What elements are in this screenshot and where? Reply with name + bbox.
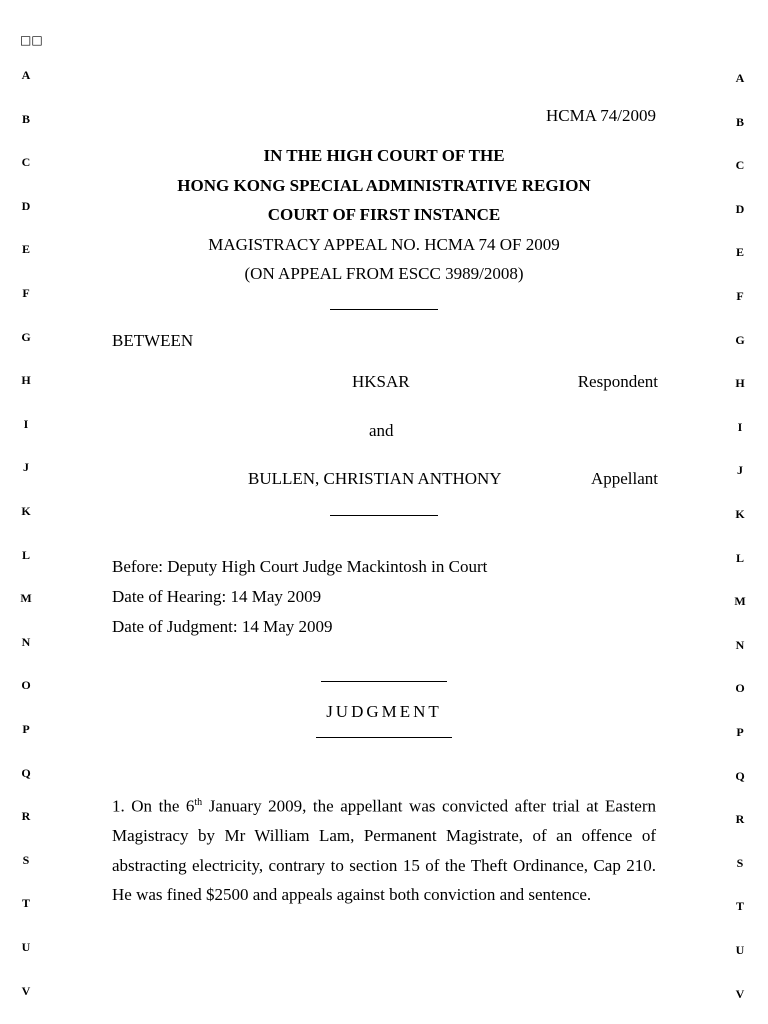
margin-letter-right: Q [735, 768, 745, 783]
margin-letter-left: D [21, 198, 31, 213]
margin-letter-left: U [21, 940, 31, 954]
between-label: BETWEEN [112, 331, 194, 350]
case-number: HCMA 74/2009 [545, 106, 656, 125]
margin-letter-right: D [735, 201, 745, 216]
and-label: and [369, 421, 394, 440]
court-title-line3: COURT OF FIRST INSTANCE [267, 205, 501, 224]
margin-letter-left: S [22, 852, 30, 867]
margin-letter-right: F [736, 289, 744, 303]
margin-letter-right: I [737, 419, 743, 434]
margin-letter-right: V [735, 986, 745, 1001]
margin-letter-left: B [21, 111, 30, 126]
margin-letter-left: R [21, 809, 31, 824]
margin-letter-right: A [735, 71, 745, 85]
margin-letter-right: T [735, 899, 744, 914]
margin-letter-right: G [735, 332, 745, 347]
margin-letter-left: I [23, 416, 29, 431]
margin-letter-left: Q [21, 765, 31, 780]
margin-letter-right: E [735, 245, 744, 260]
margin-letter-right: K [735, 507, 745, 521]
paragraph-1-start: 1. On the 6 [112, 796, 195, 816]
before-judge: Before: Deputy High Court Judge Mackintosh in Court [112, 557, 488, 576]
margin-letter-right: P [736, 725, 744, 739]
appeal-from: (ON APPEAL FROM ESCC 3989/2008) [244, 264, 524, 283]
appellant-name: BULLEN, CHRISTIAN ANTHONY [248, 469, 502, 488]
margin-letter-left: H [21, 373, 31, 388]
margin-letter-left: O [21, 678, 31, 693]
hearing-date: Date of Hearing: 14 May 2009 [112, 587, 322, 606]
paragraph-1 [112, 788, 656, 910]
divider-rule [330, 515, 438, 516]
divider-rule [321, 681, 447, 682]
margin-letter-left: F [22, 286, 30, 300]
margin-letter-left: V [21, 983, 31, 998]
judgment-title: JUDGMENT [326, 702, 442, 721]
divider-rule [316, 737, 452, 738]
margin-letter-right: N [735, 637, 745, 652]
margin-letter-right: H [735, 376, 745, 391]
margin-letter-right: C [735, 158, 745, 173]
margin-letter-left: G [21, 329, 31, 344]
margin-letter-right: O [735, 681, 745, 696]
judgment-date: Date of Judgment: 14 May 2009 [112, 617, 333, 636]
paragraph-1-superscript: th [194, 797, 203, 808]
margin-letter-right: U [735, 943, 745, 957]
margin-letter-right: M [734, 594, 746, 609]
margin-letter-left: M [20, 591, 32, 606]
court-title-line1: IN THE HIGH COURT OF THE [263, 146, 505, 165]
paragraph-1-rest: January 2009, the appellant was convicted after trial at Eastern Magistracy by Mr William Lam, Permanent Magistrate, of an offence of abstracting electricity, contrary to section 15 of the Theft Ordinance, Cap 210. He was fined $2500 and appeals against both conviction and sentence. [112, 796, 657, 905]
margin-letter-left: E [21, 242, 30, 257]
appellant-role: Appellant [590, 469, 658, 488]
margin-letter-left: A [21, 68, 31, 82]
margin-letter-right: S [736, 855, 744, 870]
margin-letter-right: J [737, 463, 743, 478]
margin-letter-left: C [21, 155, 31, 170]
appeal-number: MAGISTRACY APPEAL NO. HCMA 74 OF 2009 [208, 235, 560, 254]
margin-letter-left: K [21, 504, 31, 518]
respondent-role: Respondent [577, 372, 658, 391]
margin-letter-left: J [23, 460, 29, 475]
margin-letter-left: P [22, 722, 30, 736]
margin-letter-left: T [21, 896, 30, 911]
divider-rule [330, 309, 438, 310]
court-title-line2: HONG KONG SPECIAL ADMINISTRATIVE REGION [177, 176, 591, 195]
margin-letter-right: L [735, 550, 744, 565]
margin-letter-right: R [735, 812, 745, 827]
margin-letter-left: N [21, 634, 31, 649]
margin-letter-left: L [21, 547, 30, 562]
margin-letter-right: B [735, 114, 744, 129]
respondent-name: HKSAR [352, 372, 410, 391]
corner-mark: □□ [20, 33, 43, 47]
